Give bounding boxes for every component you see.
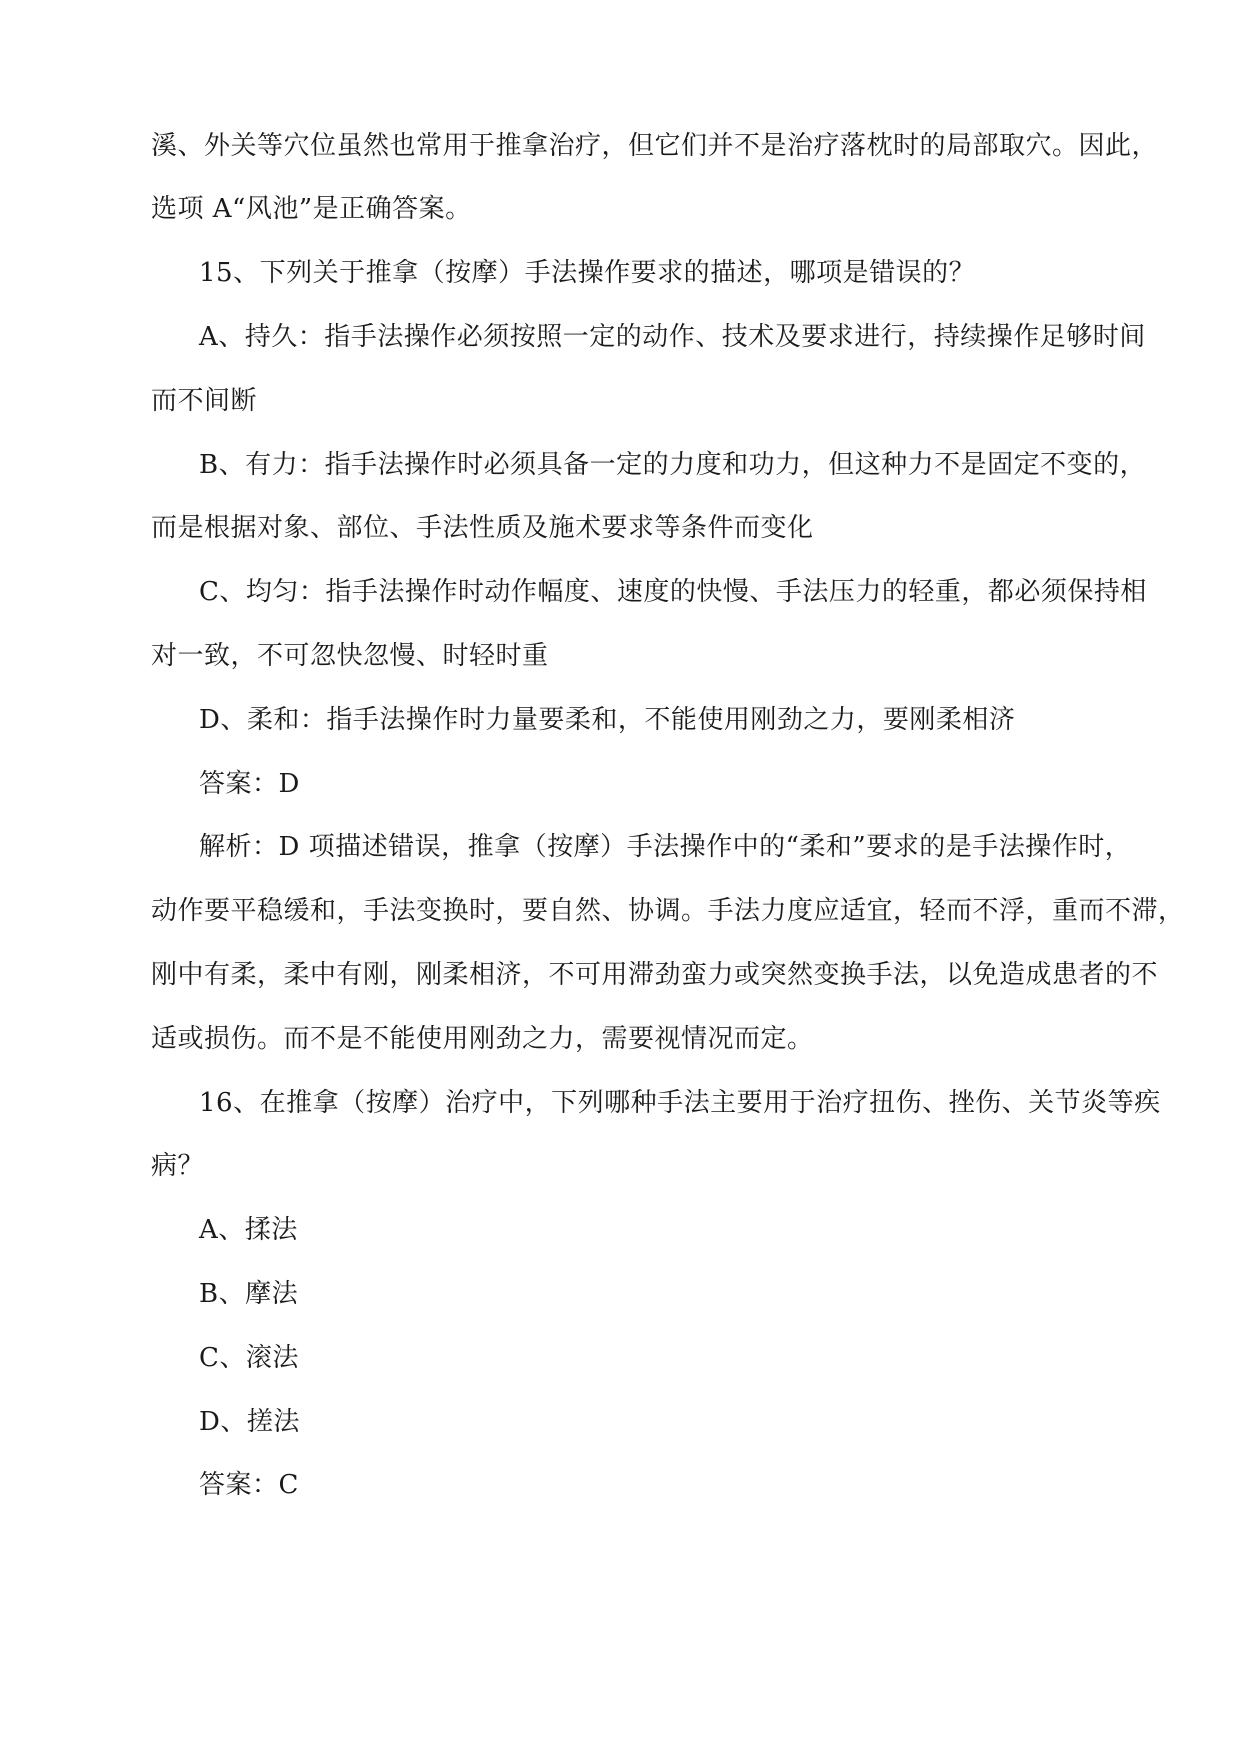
question-16-option-c: C、滚法: [199, 1343, 299, 1373]
question-15-analysis-cont: 刚中有柔，柔中有刚，刚柔相济，不可用滞劲蛮力或突然变换手法，以免造成患者的不: [151, 960, 1159, 990]
question-15-option-a-cont: 而不间断: [151, 386, 258, 416]
question-16-option-a: A、揉法: [199, 1215, 298, 1245]
question-16-answer: 答案：C: [199, 1470, 299, 1500]
question-15-answer: 答案：D: [199, 769, 300, 799]
question-15-analysis-cont: 动作要平稳缓和，手法变换时，要自然、协调。手法力度应适宜，轻而不浮，重而不滞，: [151, 896, 1185, 926]
question-16-option-b: B、摩法: [199, 1279, 299, 1309]
question-15-analysis: 解析：D 项描述错误，推拿（按摩）手法操作中的“柔和”要求的是手法操作时，: [199, 832, 1132, 862]
question-15-analysis-cont: 适或损伤。而不是不能使用刚劲之力，需要视情况而定。: [151, 1024, 814, 1054]
question-16-title-cont: 病？: [151, 1151, 205, 1181]
question-15-option-c-cont: 对一致，不可忽快忽慢、时轻时重: [151, 641, 549, 671]
question-16-option-d: D、搓法: [199, 1407, 300, 1437]
question-15-option-b-cont: 而是根据对象、部位、手法性质及施术要求等条件而变化: [151, 513, 814, 543]
text-line: 溪、外关等穴位虽然也常用于推拿治疗，但它们并不是治疗落枕时的局部取穴。因此，: [151, 131, 1159, 161]
question-15-option-c: C、均匀：指手法操作时动作幅度、速度的快慢、手法压力的轻重，都必须保持相: [199, 577, 1147, 607]
text-line: 选项 A“风池”是正确答案。: [151, 194, 472, 224]
question-15-option-b: B、有力：指手法操作时必须具备一定的力度和功力，但这种力不是固定不变的，: [199, 450, 1147, 480]
question-15-title: 15、下列关于推拿（按摩）手法操作要求的描述，哪项是错误的？: [199, 258, 976, 288]
question-15-option-d: D、柔和：指手法操作时力量要柔和，不能使用刚劲之力，要刚柔相济: [199, 705, 1016, 735]
question-16-title: 16、在推拿（按摩）治疗中，下列哪种手法主要用于治疗扭伤、挫伤、关节炎等疾: [199, 1088, 1161, 1118]
question-15-option-a: A、持久：指手法操作必须按照一定的动作、技术及要求进行，持续操作足够时间: [199, 322, 1146, 352]
